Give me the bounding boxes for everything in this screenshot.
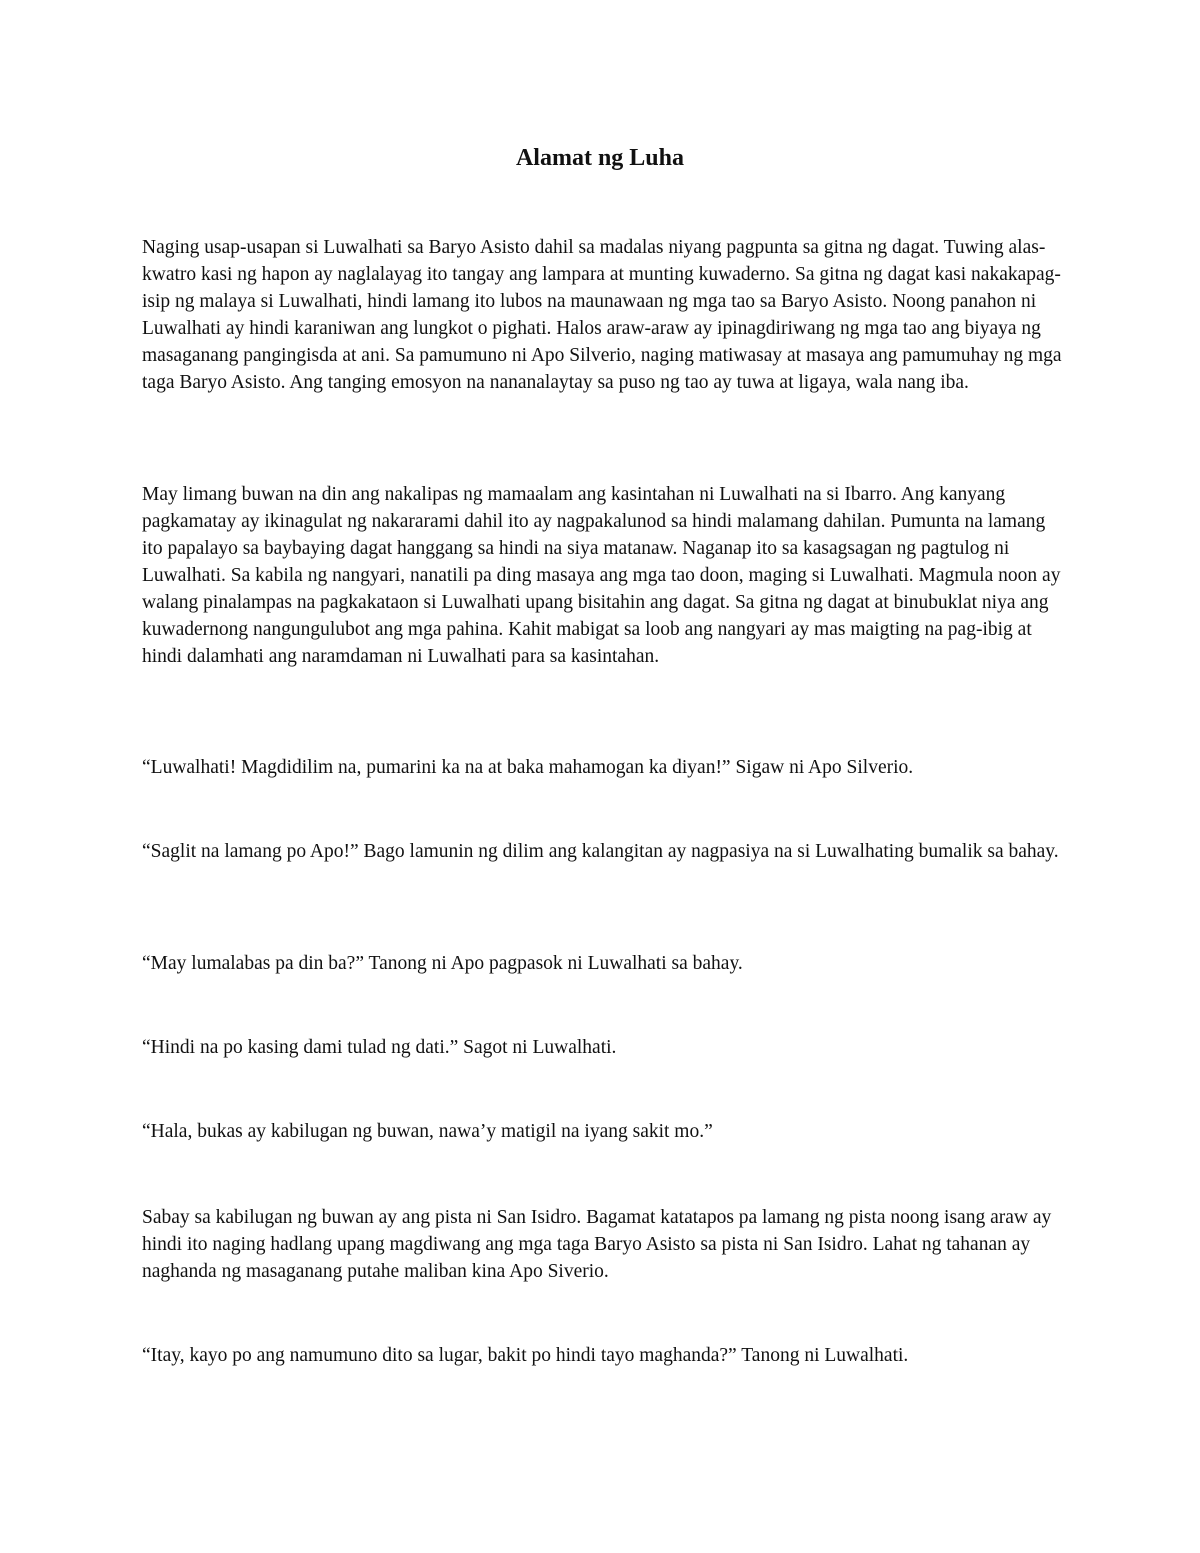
paragraph: May limang buwan na din ang nakalipas ng mamaalam ang kasintahan ni Luwalhati na si Ibarro. Ang kanyang pagkamatay ay ikinagulat ng nakararami dahil ito ay nagpakalunod sa hindi malamang dahilan. Pumunta na lamang ito papalayo sa baybaying dagat hanggang sa hindi na siya matanaw. Naganap ito sa kasagsagan ng pagtulog ni Luwalhati. Sa kabila ng nangyari, nanatili pa ding masaya ang mga tao doon, maging si Luwalhati. Magmula noon ay walang pinalampas na pagkakataon si Luwalhati upang bisitahin ang dagat. Sa gitna ng dagat at binubuklat niya ang kuwadernong nangungulubot ang mga pahina. Kahit mabigat sa loob ang nangyari ay mas maigting na pag-ibig at hindi dalamhati ang naramdaman ni Luwalhati para sa kasintahan.: [142, 484, 1061, 667]
document-title: Alamat ng Luha: [515, 145, 685, 171]
dialogue-paragraph: “Saglit na lamang po Apo!” Bago lamunin ng dilim ang kalangitan ay nagpasiya na si Luwalhating bumalik sa bahay.: [142, 841, 1059, 862]
dialogue-paragraph: “Itay, kayo po ang namumuno dito sa lugar, bakit po hindi tayo maghanda?” Tanong ni Luwalhati.: [142, 1345, 909, 1366]
dialogue-paragraph: “Luwalhati! Magdidilim na, pumarini ka na at baka mahamogan ka diyan!” Sigaw ni Apo Silverio.: [142, 757, 914, 778]
paragraph: Naging usap-usapan si Luwalhati sa Baryo Asisto dahil sa madalas niyang pagpunta sa gitna ng dagat. Tuwing alas-kwatro kasi ng hapon ay naglalayag ito tangay ang lampara at munting kuwaderno. Sa gitna ng dagat kasi nakakapag-isip ng malaya si Luwalhati, hindi lamang ito lubos na maunawaan ng mga tao sa Baryo Asisto. Noong panahon ni Luwalhati ay hindi karaniwan ang lungkot o pighati. Halos araw-araw ay ipinagdiriwang ng mga tao ang biyaya ng masaganang pangingisda at ani. Sa pamumuno ni Apo Silverio, naging matiwasay at masaya ang pamumuhay ng mga taga Baryo Asisto. Ang tanging emosyon na nananalaytay sa puso ng tao ay tuwa at ligaya, wala nang iba.: [142, 237, 1062, 393]
dialogue-paragraph: “Hindi na po kasing dami tulad ng dati.” Sagot ni Luwalhati.: [142, 1037, 617, 1058]
paragraph: Sabay sa kabilugan ng buwan ay ang pista ni San Isidro. Bagamat katatapos pa lamang ng pista noong isang araw ay hindi ito naging hadlang upang magdiwang ang mga taga Baryo Asisto sa pista ni San Isidro. Lahat ng tahanan ay naghanda ng masaganang putahe maliban kina Apo Siverio.: [142, 1207, 1052, 1282]
dialogue-paragraph: “May lumalabas pa din ba?” Tanong ni Apo pagpasok ni Luwalhati sa bahay.: [142, 953, 743, 974]
dialogue-paragraph: “Hala, bukas ay kabilugan ng buwan, nawa’y matigil na iyang sakit mo.”: [142, 1121, 713, 1142]
